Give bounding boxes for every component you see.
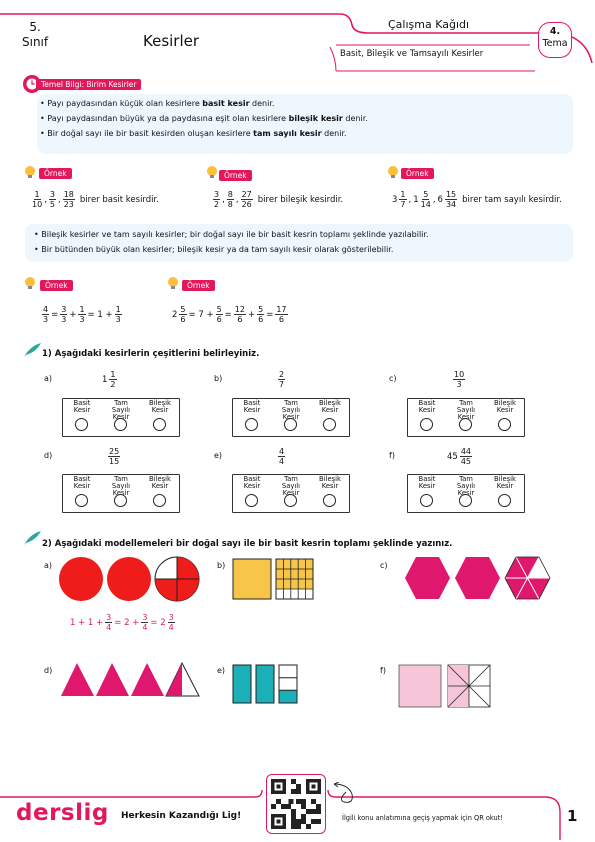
option-label: Basit Kesir: [243, 475, 261, 490]
grade-label: 5. Sınıf: [22, 20, 49, 49]
example-label: Örnek: [401, 168, 434, 179]
example-label: Örnek: [40, 280, 73, 291]
option-radio[interactable]: [75, 418, 88, 431]
option-label: Basit Kesir: [418, 399, 436, 414]
model-a-answer: 1 + 1 + $\frac{3}{4}$ = 2 + $\frac{3}{4}$ = 2 $\frac{3}{4}$: [70, 613, 174, 632]
question-2-title: 2) Aşağıdaki modellemeleri bir doğal sayı ile bir basit kesrin toplamı şeklinde yazınız.: [42, 539, 453, 549]
option-radio[interactable]: [153, 494, 166, 507]
option-label: Bileşik Kesir: [149, 475, 171, 490]
model-label-c: c): [380, 561, 388, 570]
lightbulb-icon: [23, 165, 37, 180]
feather-icon: [22, 530, 42, 546]
example-label: Örnek: [182, 280, 215, 291]
model-label-e: e): [217, 666, 226, 675]
option-label: Bileşik Kesir: [494, 399, 516, 414]
option-label: Basit Kesir: [418, 475, 436, 490]
option-label: Tam Sayılı Kesir: [456, 399, 476, 421]
option-radio[interactable]: [153, 418, 166, 431]
option-radio[interactable]: [323, 494, 336, 507]
option-label: Tam Sayılı Kesir: [281, 399, 301, 421]
option-label: Bileşik Kesir: [494, 475, 516, 490]
lightbulb-icon: [386, 165, 400, 180]
option-radio[interactable]: [245, 494, 258, 507]
option-radio[interactable]: [245, 418, 258, 431]
item-label: c): [389, 374, 397, 383]
model-label-f: f): [380, 666, 386, 675]
option-label: Tam Sayılı Kesir: [111, 475, 131, 497]
model-label-d: d): [44, 666, 53, 675]
example-label: Örnek: [39, 168, 72, 179]
info-label: Temel Bilgi: Birim Kesirler: [36, 79, 141, 90]
option-label: Tam Sayılı Kesir: [456, 475, 476, 497]
worksheet-subtitle: Basit, Bileşik ve Tamsayılı Kesirler: [340, 49, 484, 59]
page-number: 1: [567, 807, 578, 825]
item-fraction: $\frac{4}{4}$: [279, 447, 285, 466]
option-radio[interactable]: [459, 418, 472, 431]
item-fraction: 1 $\frac{1}{2}$: [102, 370, 116, 389]
option-radio[interactable]: [420, 418, 433, 431]
item-fraction: $\frac{10}{3}$: [454, 370, 465, 389]
item-label: a): [44, 374, 53, 383]
qr-instruction: İlgili konu anlatımına geçiş yapmak için QR okut!: [342, 814, 503, 822]
option-label: Basit Kesir: [243, 399, 261, 414]
option-radio[interactable]: [284, 494, 297, 507]
brand-logo: derslig: [16, 800, 109, 826]
info-list: • Payı paydasından küçük olan kesirlere basit kesir denir. • Payı paydasından büyük ya da paydasına eşit olan kesirlere bileşik kesir denir. • Bir doğal sayı ile bir basit kesirden oluşan kesirlere tam sayılı kesir denir.: [40, 99, 368, 138]
item-fraction: $\frac{2}{7}$: [279, 370, 285, 389]
model-label-a: a): [44, 561, 53, 570]
example-5: 2 $\frac{5}{6}$ = 7 + $\frac{5}{6}$ = $\frac{12}{6}$ + $\frac{5}{6}$ = $\frac{17}{6}$: [172, 305, 287, 324]
item-label: d): [44, 451, 53, 460]
option-radio[interactable]: [323, 418, 336, 431]
option-label: Basit Kesir: [73, 399, 91, 414]
option-radio[interactable]: [459, 494, 472, 507]
feather-icon: [22, 342, 42, 358]
footer-slogan: Herkesin Kazandığı Lig!: [121, 811, 242, 821]
option-label: Bileşik Kesir: [149, 399, 171, 414]
header-border: [0, 13, 595, 73]
bar-models: [232, 664, 302, 704]
option-radio[interactable]: [420, 494, 433, 507]
worksheet-label: Çalışma Kağıdı: [388, 18, 470, 31]
lightbulb-icon: [205, 165, 219, 180]
option-radio[interactable]: [498, 418, 511, 431]
page-title: Kesirler: [143, 32, 200, 50]
option-radio[interactable]: [75, 494, 88, 507]
arrow-icon: [330, 782, 360, 808]
lightbulb-icon: [23, 276, 37, 291]
qr-code[interactable]: [266, 774, 326, 834]
item-fraction: 45 $\frac{44}{45}$: [447, 447, 472, 466]
tema-badge: 4. Tema: [538, 22, 572, 58]
item-label: f): [389, 451, 395, 460]
lightbulb-icon: [166, 276, 180, 291]
option-radio[interactable]: [284, 418, 297, 431]
qr-code-icon: [271, 779, 321, 829]
option-label: Tam Sayılı Kesir: [111, 399, 131, 421]
example-3: 3 $\frac{1}{7}$ , 1 $\frac{5}{14}$ , 6 $\frac{15}{34}$ birer tam sayılı kesirdir.: [392, 190, 562, 209]
circle-models: [55, 555, 205, 607]
question-1-title: 1) Aşağıdaki kesirlerin çeşitlerini belirleyiniz.: [42, 349, 260, 359]
option-radio[interactable]: [114, 418, 127, 431]
example-1: $\frac{1}{10}$ , $\frac{3}{5}$ , $\frac{18}{23}$ birer basit kesirdir.: [32, 190, 159, 209]
example-label: Örnek: [219, 170, 252, 181]
option-label: Basit Kesir: [73, 475, 91, 490]
option-radio[interactable]: [114, 494, 127, 507]
model-label-b: b): [217, 561, 226, 570]
example-4: $\frac{4}{3}$ = $\frac{3}{3}$ + $\frac{1}{3}$ = 1 + $\frac{1}{3}$: [43, 305, 121, 324]
example-2: $\frac{3}{2}$ , $\frac{8}{8}$ , $\frac{27}{26}$ birer bileşik kesirdir.: [214, 190, 344, 209]
item-label: e): [214, 451, 223, 460]
triangle-models: [60, 662, 200, 698]
square-models: [398, 664, 493, 708]
rectangle-models: [232, 558, 314, 600]
option-label: Tam Sayılı Kesir: [281, 475, 301, 497]
hexagon-models: [404, 555, 554, 603]
item-fraction: $\frac{25}{15}$: [109, 447, 120, 466]
option-label: Bileşik Kesir: [319, 399, 341, 414]
item-label: b): [214, 374, 223, 383]
option-label: Bileşik Kesir: [319, 475, 341, 490]
info-list-2: • Bileşik kesirler ve tam sayılı kesirler; bir doğal sayı ile bir basit kesrin toplamı şeklinde yazılabilir. • Bir bütünden büyük olan kesirler; bileşik kesir ya da tam sayılı kesir olarak gösterilebilir.: [34, 230, 429, 254]
option-radio[interactable]: [498, 494, 511, 507]
